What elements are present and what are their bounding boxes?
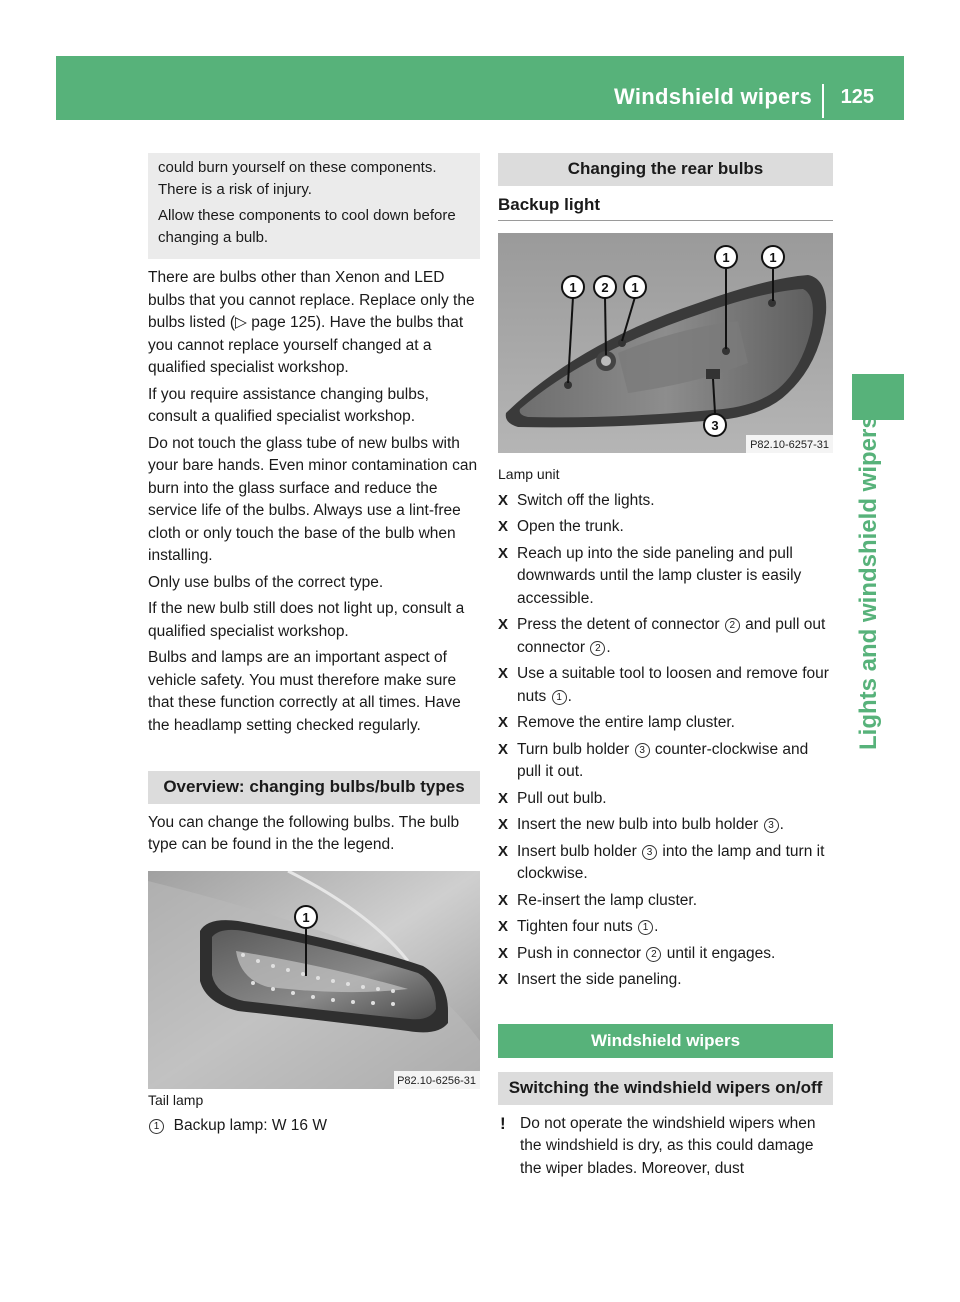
instruction-step: [498, 739, 833, 784]
paragraph-not-lighting: If the new bulb still does not light up, consult a qualified specialist workshop.: [148, 600, 465, 640]
callout-reference: 3: [764, 818, 779, 833]
paragraph-bulb-types: There are bulbs other than Xenon and LED bulbs that you cannot replace. Replace only the bulbs listed (▷ page 125). Have the bulbs that you cannot replace yourself changed at a qualified specialist workshop.: [148, 269, 475, 376]
step-text: .: [779, 816, 784, 833]
step-marker-icon: X: [498, 616, 509, 633]
paragraph-safety: Bulbs and lamps are an important aspect of vehicle safety. You must therefore make sure that these function correctly at all times. Have the headlamp setting checked regularly.: [148, 649, 461, 734]
side-tab-label: Lights and windshield wipers: [855, 415, 882, 750]
callout-label: 1: [631, 280, 639, 295]
step-text: Insert bulb holder: [517, 842, 642, 860]
step-marker-icon: X: [498, 518, 509, 535]
side-tab-marker: [852, 374, 904, 420]
callout-label: 2: [601, 280, 609, 295]
instruction-steps: [498, 490, 833, 992]
note-text-1: could burn yourself on these components. There is a risk of injury.: [158, 159, 437, 198]
callout-reference: 2: [646, 947, 661, 962]
step-text: .: [606, 638, 611, 656]
rear-bulbs-heading: Changing the rear bulbs: [498, 153, 833, 186]
paragraph-assistance: If you require assistance changing bulbs, consult a qualified specialist workshop.: [148, 385, 429, 425]
step-text: Press the detent of connector: [517, 616, 724, 633]
backup-light-heading: Backup light: [498, 194, 833, 222]
callout-label: 1: [722, 250, 730, 265]
paragraph-correct-type: Only use bulbs of the correct type.: [148, 573, 384, 591]
instruction-step: [498, 788, 833, 811]
step-text: Turn bulb holder: [517, 740, 634, 758]
instruction-step: [498, 490, 833, 513]
step-text: .: [567, 687, 572, 705]
note-text-2: Allow these components to cool down before changing a bulb.: [158, 207, 456, 246]
caution-text: Do not operate the windshield wipers when the windshield is dry, as this could damage the wiper blades. Moreover, dust: [520, 1114, 816, 1177]
step-marker-icon: X: [498, 891, 509, 909]
instruction-step: [498, 614, 833, 659]
callout-label: 1: [569, 280, 577, 295]
caution-note: [498, 1113, 833, 1181]
step-text: Re-insert the lamp cluster.: [517, 891, 698, 909]
step-marker-icon: X: [498, 665, 509, 682]
tail-lamp-caption: Tail lamp: [148, 1091, 204, 1108]
page-number: 125: [840, 86, 874, 108]
exclamation-icon: !: [500, 1113, 506, 1133]
switching-wipers-heading: Switching the windshield wipers on/off: [498, 1072, 833, 1105]
step-text: counter-clockwise and pull it out.: [517, 740, 809, 780]
step-text: Open the trunk.: [517, 518, 624, 535]
callout-reference: 3: [635, 743, 650, 758]
instruction-step: [498, 712, 833, 735]
callout-reference: 1: [638, 920, 653, 935]
step-text: Reach up into the side paneling and pull downwards until the lamp cluster is easily accessible.: [517, 544, 802, 607]
overview-intro: You can change the following bulbs. The bulb type can be found in the the legend.: [148, 813, 460, 853]
page-header: [56, 56, 904, 120]
step-text: Tighten four nuts: [517, 918, 638, 935]
callout-reference: 3: [642, 845, 657, 860]
step-text: Insert the new bulb into bulb holder: [517, 816, 763, 833]
step-marker-icon: X: [498, 842, 509, 860]
callout-reference: 1: [552, 690, 567, 705]
step-marker-icon: X: [498, 816, 509, 833]
right-column: [498, 153, 833, 1180]
tail-lamp-image: [148, 871, 480, 1089]
step-text: and pull out connector: [517, 616, 826, 656]
step-text: Pull out bulb.: [517, 789, 607, 807]
instruction-step: [498, 663, 833, 708]
callout-label: 3: [711, 418, 719, 433]
step-text: until it engages.: [662, 944, 776, 962]
step-text: Insert the side paneling.: [517, 971, 682, 988]
step-text: Push in connector: [517, 944, 646, 962]
step-marker-icon: X: [498, 918, 509, 935]
instruction-step: [498, 841, 833, 886]
legend-number: 1: [149, 1119, 164, 1134]
page-ref-arrow-icon: ▷: [235, 314, 247, 331]
step-marker-icon: X: [498, 971, 509, 988]
callout-1-label: 1: [302, 909, 310, 925]
step-marker-icon: X: [498, 789, 509, 807]
step-marker-icon: X: [498, 491, 509, 509]
step-marker-icon: X: [498, 944, 509, 962]
callout-reference: 2: [725, 618, 740, 633]
instruction-step: [498, 516, 833, 539]
image-code: P82.10-6257-31: [750, 439, 829, 451]
instruction-step: [498, 943, 833, 966]
overview-heading: Overview: changing bulbs/bulb types: [148, 771, 480, 804]
paragraph-glass-tube: Do not touch the glass tube of new bulbs with your bare hands. Even minor contamination can burn into the glass surface and reduce the service life of the bulbs. Always use a lint-free cloth or only touch the base of the bulb when installing.: [148, 434, 478, 564]
legend-text: Backup lamp: W 16 W: [173, 1117, 327, 1134]
step-text: into the lamp and turn it clockwise.: [517, 842, 825, 882]
lamp-unit-caption: Lamp unit: [498, 466, 560, 482]
left-column: [148, 153, 480, 1142]
callout-reference: 2: [590, 641, 605, 656]
step-text: Use a suitable tool to loosen and remove four nuts: [517, 665, 829, 705]
step-text: Switch off the lights.: [517, 491, 655, 509]
instruction-step: [498, 969, 833, 992]
lamp-unit-image: [498, 233, 833, 453]
instruction-step: [498, 543, 833, 611]
step-marker-icon: X: [498, 714, 509, 731]
step-marker-icon: X: [498, 544, 509, 562]
header-divider: [822, 84, 824, 118]
instruction-step: [498, 916, 833, 939]
callout-label: 1: [769, 250, 777, 265]
step-marker-icon: X: [498, 740, 509, 758]
step-text: Remove the entire lamp cluster.: [517, 714, 735, 731]
image-code: P82.10-6256-31: [397, 1074, 476, 1087]
warning-note: [148, 153, 480, 259]
instruction-step: [498, 814, 833, 837]
legend-item: [148, 1115, 480, 1138]
header-title: Windshield wipers: [613, 84, 812, 109]
windshield-wipers-heading: Windshield wipers: [498, 1024, 833, 1059]
instruction-step: [498, 890, 833, 913]
step-text: .: [654, 918, 659, 935]
